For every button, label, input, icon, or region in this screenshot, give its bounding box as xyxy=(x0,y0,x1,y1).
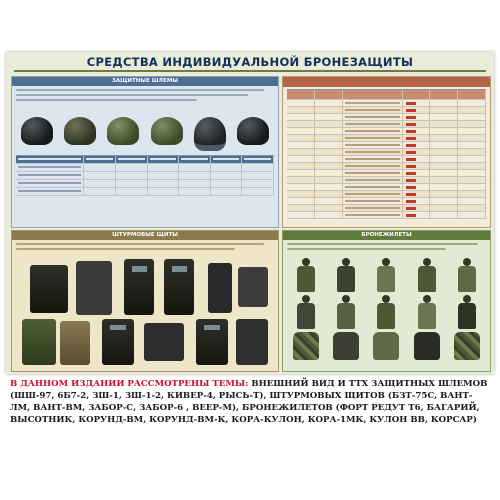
helmets-panel xyxy=(11,76,279,228)
helmet-item xyxy=(234,111,272,151)
shields-panel xyxy=(11,230,279,372)
shield-image xyxy=(124,259,154,315)
classification-table xyxy=(287,89,486,219)
helmets-description xyxy=(16,89,274,109)
helmet-item xyxy=(191,111,229,151)
shields-row-bottom xyxy=(12,319,278,365)
vests-panel xyxy=(282,230,491,372)
vests-heading: БРОНЕЖИЛЕТЫ xyxy=(283,231,490,240)
soldier-image xyxy=(295,295,317,329)
classification-panel xyxy=(282,76,491,228)
shields-description xyxy=(16,243,274,257)
shield-image xyxy=(236,319,268,365)
soldier-image xyxy=(416,295,438,329)
poster-title: СРЕДСТВА ИНДИВИДУАЛЬНОЙ БРОНЕЗАЩИТЫ xyxy=(86,55,414,69)
vest-image xyxy=(373,332,399,360)
helmet-image xyxy=(21,117,53,145)
vest-image xyxy=(293,332,319,360)
shield-image xyxy=(196,319,228,365)
vests-description xyxy=(287,243,486,255)
soldier-image xyxy=(375,258,397,292)
vests-items-row xyxy=(283,332,490,360)
helmets-heading: ЗАЩИТНЫЕ ШЛЕМЫ xyxy=(12,77,278,86)
soldier-image xyxy=(335,295,357,329)
vests-people-row xyxy=(283,258,490,292)
vest-image xyxy=(333,332,359,360)
soldier-image xyxy=(375,295,397,329)
soldier-image xyxy=(335,258,357,292)
shield-image xyxy=(238,267,268,307)
helmet-image xyxy=(107,117,139,145)
vest-image xyxy=(414,332,440,360)
helmets-specs-table xyxy=(16,155,274,196)
shield-image xyxy=(102,319,134,365)
helmet-image xyxy=(194,117,226,151)
shield-image xyxy=(164,259,194,315)
helmet-item xyxy=(104,111,142,151)
shield-image xyxy=(208,263,232,313)
title-divider xyxy=(14,70,486,72)
shield-image xyxy=(30,265,68,313)
helmet-item xyxy=(18,111,56,151)
vest-image xyxy=(454,332,480,360)
topics-lead: В ДАННОМ ИЗДАНИИ РАССМОТРЕНЫ ТЕМЫ: xyxy=(10,379,249,389)
soldier-image xyxy=(456,258,478,292)
shields-heading: ШТУРМОВЫЕ ЩИТЫ xyxy=(12,231,278,240)
helmet-item xyxy=(61,111,99,151)
helmet-image xyxy=(151,117,183,145)
classification-heading xyxy=(283,77,490,87)
topics-list: ВНЕШНИЙ ВИД И ТТХ ЗАЩИТНЫХ ШЛЕМОВ (ШШ-97, 6Б7-2, ЗШ-1, ЗШ-1-2, КИВЕР-4, РЫСЬ-Т), ШТУРМОВЫХ ЩИТОВ (БЗТ-75С, ВАНТ-ЛМ, ВАНТ-ВМ, ЗАБОР-С, ЗАБОР-6 , ВЕЕР-М), БРОНЕЖИЛЕТОВ (ФОРТ РЕДУТ Т6, БАГАРИЙ, ВЫСОТНИК, КОРУНД-ВМ, КОРУНД-ВМ-К, КОРА-КУЛОН, КОРА-1МК, КУЛОН ВВ, КОРСАР) xyxy=(10,379,488,425)
shield-image xyxy=(60,321,90,365)
shield-image xyxy=(144,323,184,361)
soldier-image xyxy=(295,258,317,292)
shield-image xyxy=(22,319,56,365)
soldier-image xyxy=(416,258,438,292)
helmet-item xyxy=(148,111,186,151)
helmet-image xyxy=(64,117,96,145)
soldier-image xyxy=(456,295,478,329)
vests-people-row xyxy=(283,295,490,329)
topics-footer xyxy=(10,378,490,426)
helmet-image xyxy=(237,117,269,145)
helmet-gallery xyxy=(12,111,278,151)
shields-row-top xyxy=(12,259,278,319)
shield-image xyxy=(76,261,112,315)
poster xyxy=(6,52,494,374)
